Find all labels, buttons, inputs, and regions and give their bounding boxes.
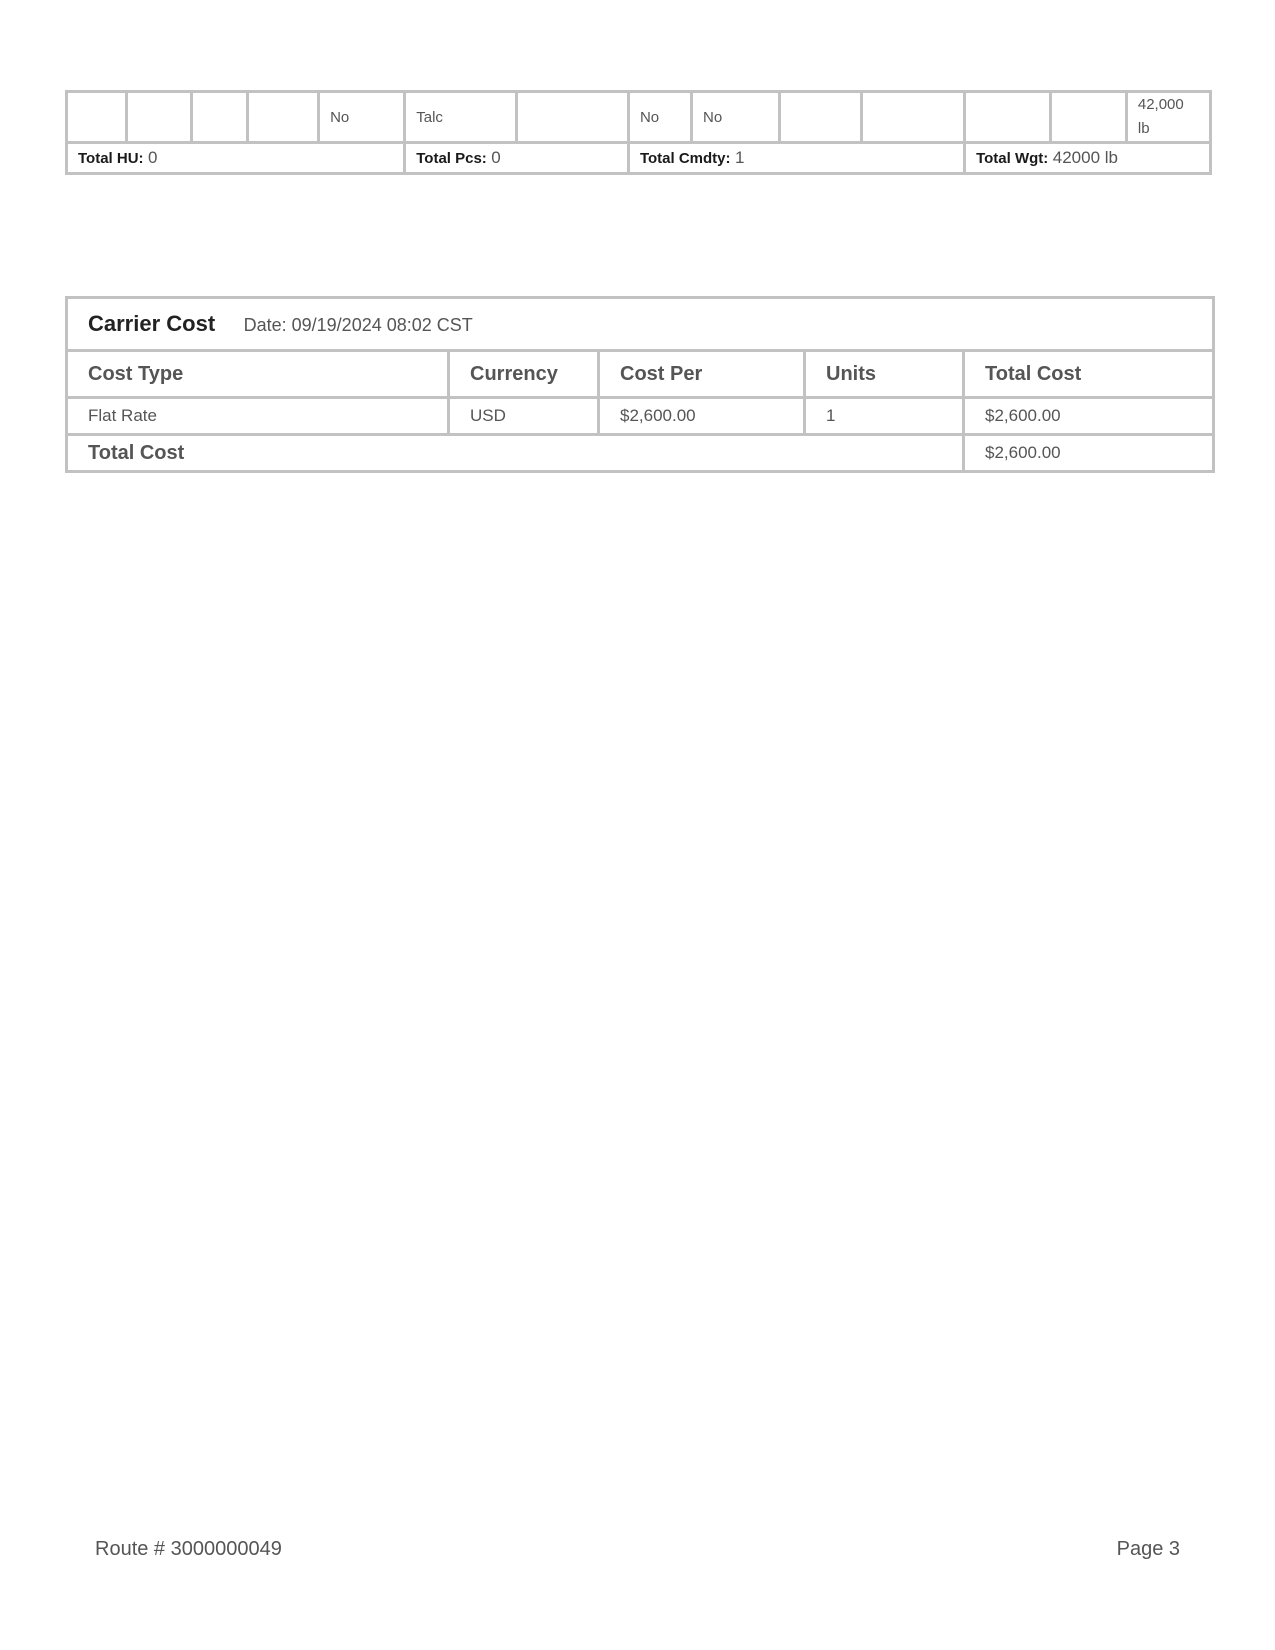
total-hu-label: Total HU: [78,150,144,167]
page-number: Page 3 [1116,1538,1180,1560]
commodity-cell [965,92,1051,143]
commodity-cell [862,92,965,143]
commodity-cell [126,92,191,143]
total-pcs-cell [405,143,629,174]
total-cost-label: Total Cost [67,435,964,472]
total-wgt-value: 42000 lb [1052,148,1118,167]
commodity-cell: No [628,92,691,143]
header-cost-per: Cost Per [599,351,805,398]
total-wgt-label: Total Wgt: [976,150,1049,167]
commodity-row [67,92,1211,143]
commodity-cell [516,92,628,143]
total-hu-value: 0 [148,148,158,167]
commodity-cell [247,92,318,143]
commodity-cell [67,92,127,143]
carrier-cost-title-row [67,298,1214,351]
total-pcs-label: Total Pcs: [416,150,487,167]
carrier-cost-date: Date: 09/19/2024 08:02 CST [243,315,473,335]
header-currency: Currency [449,351,599,398]
commodity-totals-row [67,143,1211,174]
total-cost-value: $2,600.00 [964,435,1214,472]
total-cmdty-value: 1 [734,148,745,167]
cost-type-cell: Flat Rate [67,398,449,435]
header-total-cost: Total Cost [964,351,1214,398]
carrier-cost-title-cell [67,298,1214,351]
table-row [67,398,1214,435]
cost-per-cell: $2,600.00 [599,398,805,435]
carrier-cost-header-row [67,351,1214,398]
units-cell: 1 [805,398,964,435]
commodity-cell [1051,92,1127,143]
commodity-cell: No [691,92,779,143]
carrier-cost-table [65,296,1215,473]
commodity-cell [780,92,862,143]
total-pcs-value: 0 [491,148,501,167]
commodity-cell: No [319,92,405,143]
commodity-cell [192,92,248,143]
currency-cell: USD [449,398,599,435]
header-cost-type: Cost Type [67,351,449,398]
total-hu-cell [67,143,405,174]
commodity-table [65,90,1212,175]
carrier-cost-total-row [67,435,1214,472]
total-wgt-cell [965,143,1211,174]
commodity-description-cell: Talc [405,92,516,143]
commodity-weight-cell: 42,000 lb [1126,92,1210,143]
carrier-cost-title: Carrier Cost [88,311,216,336]
total-cmdty-cell [628,143,964,174]
total-cost-cell: $2,600.00 [964,398,1214,435]
total-cmdty-label: Total Cmdty: [639,150,731,167]
route-number: Route # 3000000049 [95,1538,282,1560]
header-units: Units [805,351,964,398]
